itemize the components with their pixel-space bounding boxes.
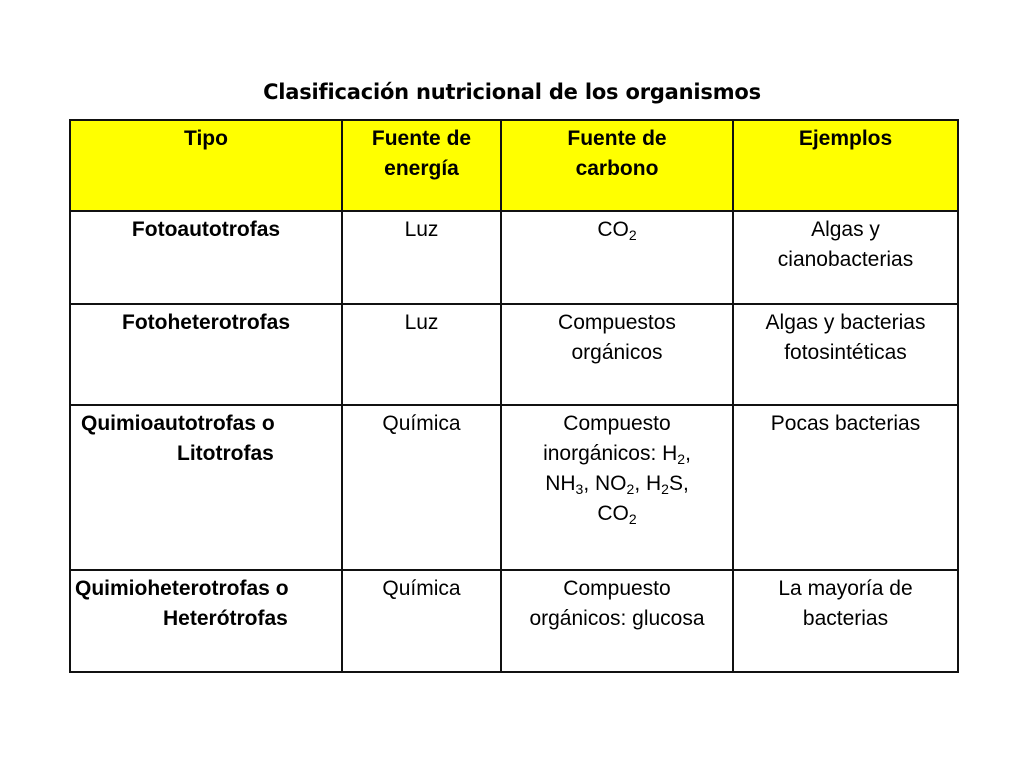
ejemplos-line1: La mayoría de xyxy=(778,577,913,600)
cell-tipo xyxy=(70,304,342,405)
formula-nh: NH xyxy=(545,472,576,495)
header-ejemplos-label: Ejemplos xyxy=(798,127,893,150)
cell-ejemplos xyxy=(733,211,958,304)
header-tipo-label: Tipo xyxy=(184,127,228,150)
carbono-subscript: 2 xyxy=(677,451,686,467)
tipo-line1: Quimioheterotrofas o xyxy=(75,577,289,600)
cell-energia xyxy=(342,405,501,570)
ejemplos-line2: cianobacterias xyxy=(777,248,914,271)
cell-energia xyxy=(342,304,501,405)
tipo-line2: Litotrofas xyxy=(177,442,274,465)
carbono-line2-tail: , xyxy=(685,442,691,465)
carbono-line3 xyxy=(506,469,728,499)
cell-carbono xyxy=(501,211,733,304)
header-fuente-carbono xyxy=(501,120,733,211)
tipo-label: Fotoautotrofas xyxy=(131,218,281,241)
header-energia-line2: energía xyxy=(384,157,459,180)
table-row xyxy=(70,405,958,570)
formula-h: , H xyxy=(634,472,662,495)
carbono-line2: orgánicos xyxy=(571,341,663,364)
formula-subscript: 3 xyxy=(575,481,584,497)
cell-ejemplos xyxy=(733,304,958,405)
formula-subscript: 2 xyxy=(661,481,669,497)
ejemplos-line1: Algas y xyxy=(811,218,880,241)
cell-carbono xyxy=(501,405,733,570)
formula-subscript: 2 xyxy=(628,511,637,527)
formula-co: CO xyxy=(597,502,629,525)
cell-tipo xyxy=(70,405,342,570)
carbono-line2 xyxy=(506,439,728,469)
energia-value: Química xyxy=(382,577,461,600)
energia-value: Luz xyxy=(404,218,439,241)
slide-title: Clasificación nutricional de los organismos xyxy=(263,80,761,104)
header-fuente-energia xyxy=(342,120,501,211)
carbono-value: CO xyxy=(597,218,629,241)
cell-carbono xyxy=(501,570,733,672)
carbono-line2: orgánicos: glucosa xyxy=(529,607,705,630)
ejemplos-line1: Algas y bacterias xyxy=(765,311,926,334)
ejemplos-line2: bacterias xyxy=(802,607,889,630)
tipo-line2: Heterótrofas xyxy=(163,607,288,630)
table-header-row xyxy=(70,120,958,211)
formula-no: , NO xyxy=(583,472,627,495)
carbono-line1: Compuesto xyxy=(563,412,671,435)
header-tipo xyxy=(70,120,342,211)
tipo-label: Fotoheterotrofas xyxy=(122,311,290,334)
carbono-line1: Compuesto xyxy=(563,577,671,600)
nutrition-table xyxy=(69,119,959,673)
cell-carbono xyxy=(501,304,733,405)
table-row xyxy=(70,304,958,405)
table-row xyxy=(70,211,958,304)
cell-tipo xyxy=(70,211,342,304)
cell-ejemplos xyxy=(733,405,958,570)
formula-subscript: 2 xyxy=(626,481,635,497)
cell-energia xyxy=(342,570,501,672)
header-carbono-line1: Fuente de xyxy=(567,127,667,150)
carbono-line2-text: inorgánicos: H xyxy=(543,442,678,465)
cell-energia xyxy=(342,211,501,304)
header-energia-line1: Fuente de xyxy=(371,127,472,150)
energia-value: Química xyxy=(382,412,461,435)
formula-s: S, xyxy=(668,472,689,495)
energia-value: Luz xyxy=(404,311,439,334)
cell-tipo xyxy=(70,570,342,672)
tipo-line1: Quimioautotrofas o xyxy=(81,412,275,435)
ejemplos-line2: fotosintéticas xyxy=(784,341,907,364)
ejemplos-value: Pocas bacterias xyxy=(770,412,921,435)
header-ejemplos xyxy=(733,120,958,211)
carbono-line4 xyxy=(506,499,728,529)
carbono-line1: Compuestos xyxy=(558,311,676,334)
cell-ejemplos xyxy=(733,570,958,672)
table-row xyxy=(70,570,958,672)
header-carbono-line2: carbono xyxy=(575,157,659,180)
carbono-subscript: 2 xyxy=(628,227,637,243)
